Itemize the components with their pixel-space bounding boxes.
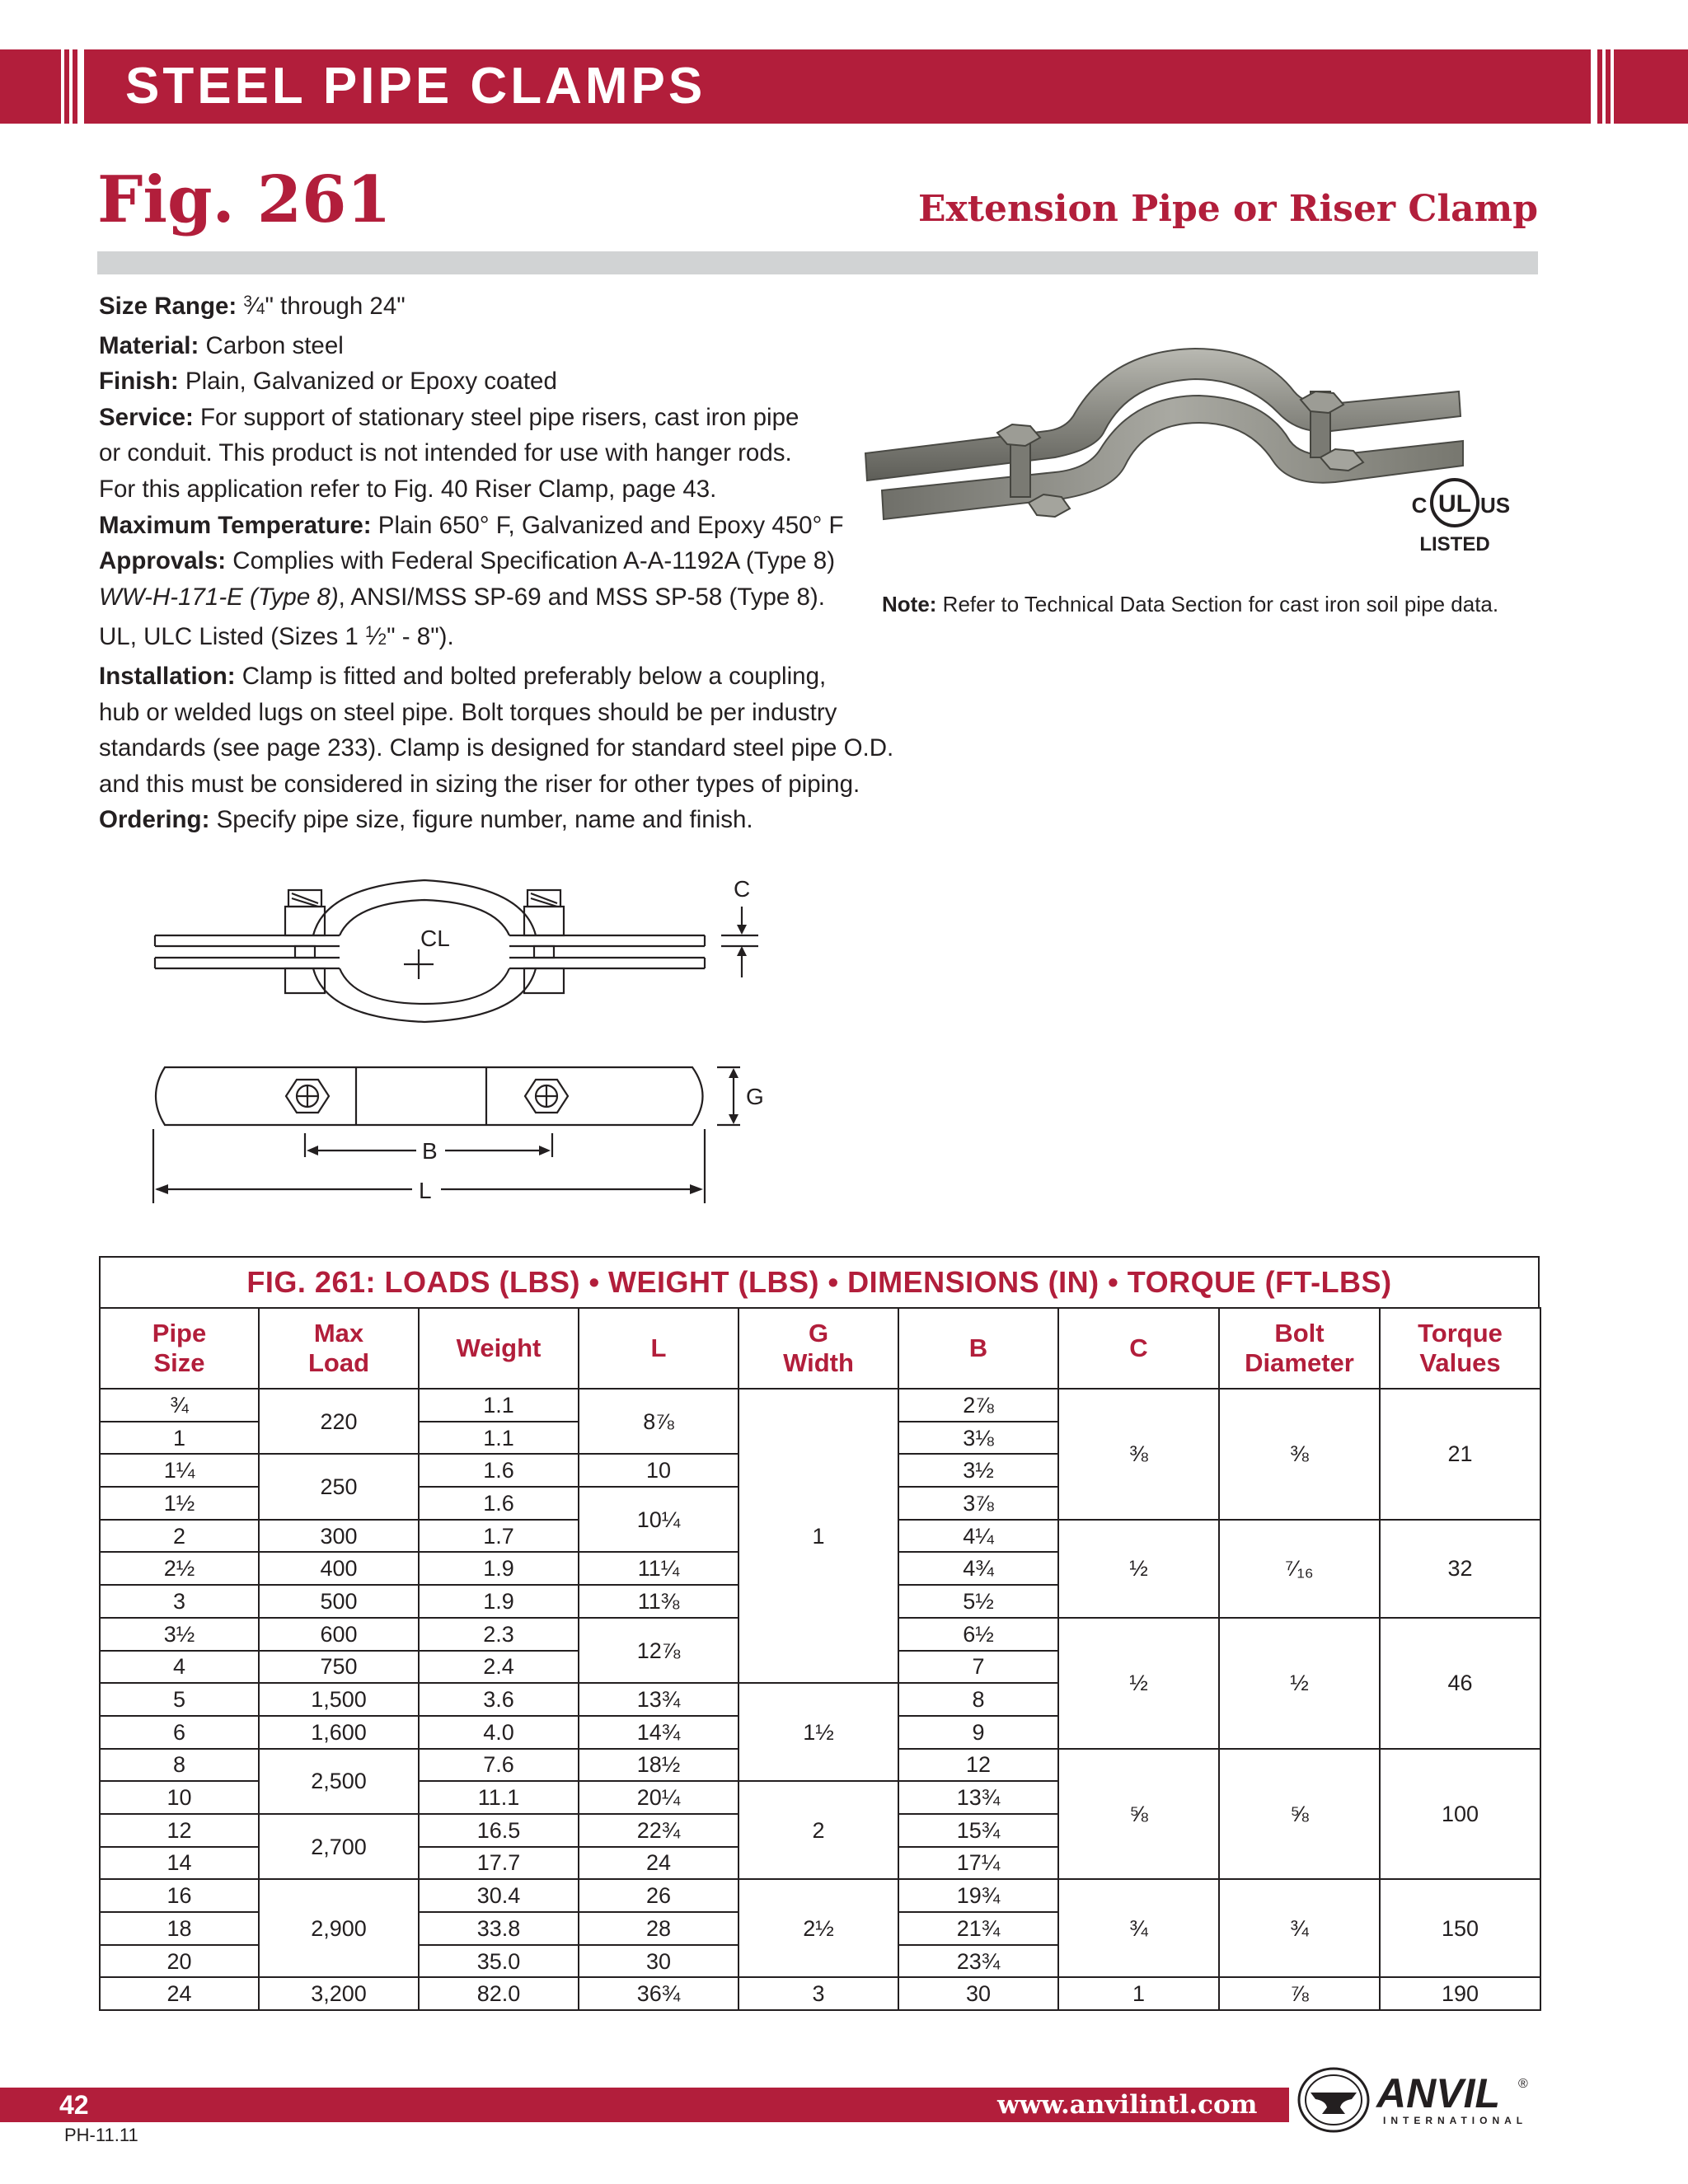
cell-b: 4¼ [898,1520,1058,1553]
spec-ordering: Ordering: Specify pipe size, figure number, name and finish. [99,806,753,834]
cell-pipe-size: 4 [100,1651,259,1684]
cell-c: ⅜ [1058,1389,1219,1520]
spec-service-line2: or conduit. This product is not intended for use with hanger rods. [99,439,792,467]
cell-pipe-size: 6 [100,1716,259,1749]
header-weight: Weight [419,1308,579,1389]
cell-c: ½ [1058,1618,1219,1749]
cell-bolt: ⅝ [1219,1749,1380,1880]
cell-weight: 2.3 [419,1618,579,1651]
header-pipe-size: Pipe Size [100,1308,259,1389]
cell-l: 18½ [579,1749,738,1782]
cell-b: 23¾ [898,1945,1058,1978]
cell-weight: 1.1 [419,1389,579,1422]
table-header-row [100,1308,1540,1389]
cell-l: 13¾ [579,1683,738,1716]
ul-listed: LISTED [1419,533,1490,555]
spec-material: Material: Carbon steel [99,331,344,359]
cell-weight: 35.0 [419,1945,579,1978]
cell-b: 6½ [898,1618,1058,1651]
cell-pipe-size: 5 [100,1683,259,1716]
cell-l: 11⅜ [579,1585,738,1618]
header-max-load: Max Load [259,1308,419,1389]
cell-pipe-size: 8 [100,1749,259,1782]
dimension-g-label: G [746,1084,764,1109]
cell-torque: 32 [1380,1520,1540,1618]
spec-installation-line4: and this must be considered in sizing the riser for other types of piping. [99,770,860,798]
cell-max-load: 220 [259,1389,419,1454]
cell-b: 15¾ [898,1814,1058,1847]
cell-pipe-size: 10 [100,1781,259,1814]
cell-max-load: 400 [259,1552,419,1585]
cell-max-load: 3,200 [259,1977,419,2010]
cell-l: 24 [579,1847,738,1880]
header-torque-values: Torque Values [1380,1308,1540,1389]
cell-max-load: 250 [259,1454,419,1519]
cell-pipe-size: 20 [100,1945,259,1978]
cell-l: 26 [579,1879,738,1912]
cell-l: 36¾ [579,1977,738,2010]
page-number: 42 [59,2090,89,2120]
title-divider [97,251,1538,274]
dimension-c-label: C [734,876,751,902]
cell-pipe-size: 3 [100,1585,259,1618]
dimension-b-label: B [422,1138,438,1164]
header-bolt-diameter: Bolt Diameter [1219,1308,1380,1389]
cell-b: 5½ [898,1585,1058,1618]
cell-l: 8⅞ [579,1389,738,1454]
section-title: STEEL PIPE CLAMPS [125,58,706,115]
cell-pipe-size: ¾ [100,1389,259,1422]
cell-pipe-size: 16 [100,1879,259,1912]
table-row [100,1879,1540,1912]
cell-b: 7 [898,1651,1058,1684]
cell-l: 20¼ [579,1781,738,1814]
spec-size-range: Size Range: $^3$⁄4" through 24" [99,293,406,320]
header-l: L [579,1308,738,1389]
spec-table [99,1256,1540,2011]
cell-max-load: 750 [259,1651,419,1684]
ul-listed-mark [1393,470,1517,560]
cell-b: 3⅛ [898,1422,1058,1455]
cell-pipe-size: 1½ [100,1487,259,1520]
header-b: B [898,1308,1058,1389]
cell-l: 14¾ [579,1716,738,1749]
ul-c: C [1411,493,1428,518]
brand-name: ANVIL [1376,2070,1500,2116]
cell-max-load: 300 [259,1520,419,1553]
cell-weight: 1.7 [419,1520,579,1553]
website-link[interactable]: www.anvilintl.com [997,2090,1258,2120]
registered-mark: ® [1518,2077,1528,2091]
dimension-l-label: L [419,1178,432,1203]
cell-pipe-size: 1¼ [100,1454,259,1487]
cell-l: 22¾ [579,1814,738,1847]
cell-b: 2⅞ [898,1389,1058,1422]
centerline-label: CL [420,926,450,951]
cell-l: 30 [579,1945,738,1978]
cell-weight: 1.9 [419,1585,579,1618]
spec-service-line3: For this application refer to Fig. 40 Riser Clamp, page 43. [99,475,717,503]
cell-weight: 30.4 [419,1879,579,1912]
cell-b: 12 [898,1749,1058,1782]
cell-weight: 82.0 [419,1977,579,2010]
anvil-logo [1294,2064,1541,2135]
cell-b: 3⅞ [898,1487,1058,1520]
cell-weight: 1.9 [419,1552,579,1585]
cell-g: 1 [738,1389,898,1683]
cell-max-load: 2,700 [259,1814,419,1879]
cell-c: ½ [1058,1520,1219,1618]
cell-torque: 21 [1380,1389,1540,1520]
cell-l: 11¼ [579,1552,738,1585]
cell-weight: 2.4 [419,1651,579,1684]
cell-torque: 46 [1380,1618,1540,1749]
cell-pipe-size: 2½ [100,1552,259,1585]
cell-weight: 1.6 [419,1454,579,1487]
spec-installation-line2: hub or welded lugs on steel pipe. Bolt torques should be per industry [99,698,837,726]
table-title: FIG. 261: LOADS (LBS) • WEIGHT (LBS) • DIMENSIONS (IN) • TORQUE (FT-LBS) [99,1256,1540,1307]
cell-b: 8 [898,1683,1058,1716]
cell-pipe-size: 14 [100,1847,259,1880]
cell-pipe-size: 24 [100,1977,259,2010]
table-row [100,1977,1540,2010]
cell-max-load: 500 [259,1585,419,1618]
cell-weight: 33.8 [419,1912,579,1945]
note: Note: Refer to Technical Data Section for cast iron soil pipe data. [882,592,1499,616]
cell-max-load: 600 [259,1618,419,1651]
spec-approvals-line3: UL, ULC Listed (Sizes 1 $^1$⁄2" - 8"). [99,623,454,651]
spec-block [99,284,894,838]
header-g-width: G Width [738,1308,898,1389]
spec-installation: Installation: Clamp is fitted and bolted preferably below a coupling, [99,662,827,690]
loads-dimensions-table [99,1307,1541,2011]
cell-bolt: ⅜ [1219,1389,1380,1520]
brand-sub: INTERNATIONAL [1383,2115,1528,2126]
table-row [100,1389,1540,1422]
spec-max-temperature: Maximum Temperature: Plain 650° F, Galvanized and Epoxy 450° F [99,511,844,539]
cell-b: 17¼ [898,1847,1058,1880]
cell-bolt: ⅞ [1219,1977,1380,2010]
cell-l: 10¼ [579,1487,738,1552]
cell-weight: 7.6 [419,1749,579,1782]
cell-b: 21¾ [898,1912,1058,1945]
header-c: C [1058,1308,1219,1389]
cell-torque: 190 [1380,1977,1540,2010]
figure-subtitle: Extension Pipe or Riser Clamp [917,188,1538,230]
header-stripes-right [1582,49,1688,124]
cell-pipe-size: 1 [100,1422,259,1455]
cell-max-load: 1,600 [259,1716,419,1749]
cell-b: 9 [898,1716,1058,1749]
header-band [0,49,1688,124]
cell-l: 12⅞ [579,1618,738,1683]
cell-c: ⅝ [1058,1749,1219,1880]
spec-approvals-line2: WW-H-171-E (Type 8), ANSI/MSS SP-69 and MSS SP-58 (Type 8). [99,583,825,611]
cell-weight: 11.1 [419,1781,579,1814]
ul-letters: UL [1438,490,1471,518]
figure-title: Fig. 261 [97,162,392,237]
cell-g: 1½ [738,1683,898,1781]
spec-installation-line3: standards (see page 233). Clamp is designed for standard steel pipe O.D. [99,734,894,762]
cell-max-load: 2,500 [259,1749,419,1814]
product-photo [849,334,1475,556]
cell-b: 4¾ [898,1552,1058,1585]
cell-weight: 1.6 [419,1487,579,1520]
spec-approvals: Approvals: Complies with Federal Specification A-A-1192A (Type 8) [99,547,836,575]
cell-b: 3½ [898,1454,1058,1487]
cell-pipe-size: 3½ [100,1618,259,1651]
cell-b: 13¾ [898,1781,1058,1814]
cell-c: ¾ [1058,1879,1219,1977]
cell-g: 2 [738,1781,898,1879]
cell-b: 19¾ [898,1879,1058,1912]
cell-bolt: ½ [1219,1618,1380,1749]
document-code: PH-11.11 [64,2125,138,2145]
cell-max-load: 1,500 [259,1683,419,1716]
cell-weight: 3.6 [419,1683,579,1716]
spec-finish: Finish: Plain, Galvanized or Epoxy coated [99,368,557,396]
cell-weight: 4.0 [419,1716,579,1749]
cell-weight: 16.5 [419,1814,579,1847]
cell-weight: 17.7 [419,1847,579,1880]
cell-weight: 1.1 [419,1422,579,1455]
cell-bolt: ¾ [1219,1879,1380,1977]
cell-l: 28 [579,1912,738,1945]
cell-torque: 150 [1380,1879,1540,1977]
cell-c: 1 [1058,1977,1219,2010]
cell-l: 10 [579,1454,738,1487]
dimension-drawing [124,857,783,1212]
cell-g: 2½ [738,1879,898,1977]
cell-bolt: ⁷⁄₁₆ [1219,1520,1380,1618]
cell-b: 30 [898,1977,1058,2010]
ul-us: US [1479,493,1511,518]
cell-max-load: 2,900 [259,1879,419,1977]
header-stripes-left [58,49,99,124]
spec-service: Service: For support of stationary steel pipe risers, cast iron pipe [99,403,799,431]
cell-pipe-size: 12 [100,1814,259,1847]
cell-g: 3 [738,1977,898,2010]
cell-pipe-size: 2 [100,1520,259,1553]
cell-torque: 100 [1380,1749,1540,1880]
cell-pipe-size: 18 [100,1912,259,1945]
